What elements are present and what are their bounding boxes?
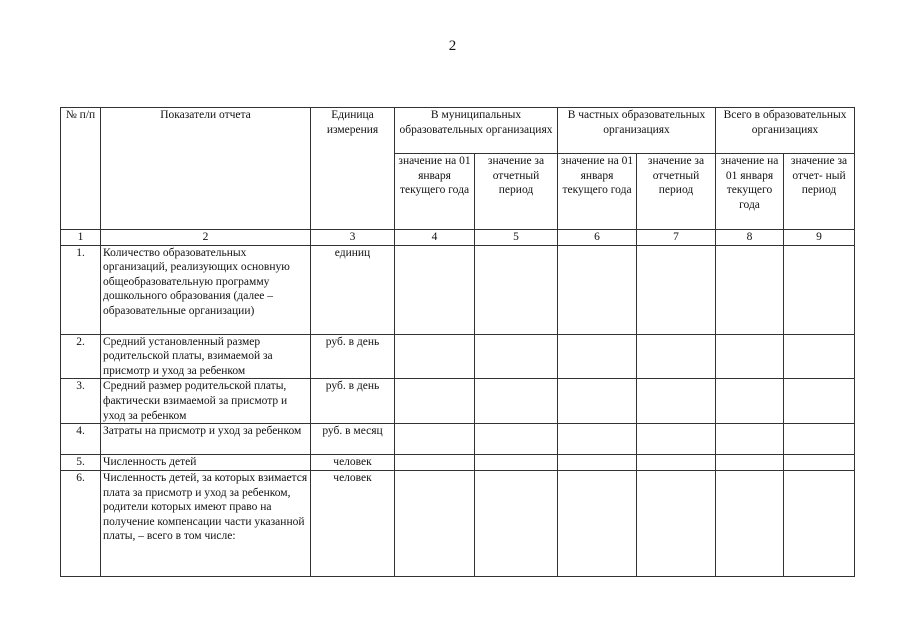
value-cell[interactable] [558, 334, 637, 379]
row-unit: руб. в месяц [311, 424, 395, 455]
value-cell[interactable] [558, 455, 637, 471]
row-unit: единиц [311, 245, 395, 334]
value-cell[interactable] [558, 379, 637, 424]
value-cell[interactable] [784, 379, 855, 424]
value-cell[interactable] [475, 470, 558, 576]
value-cell[interactable] [637, 455, 716, 471]
header-unit: Единица измерения [311, 108, 395, 230]
row-unit: руб. в день [311, 334, 395, 379]
column-number: 5 [475, 230, 558, 246]
row-number: 1. [61, 245, 101, 334]
value-cell[interactable] [637, 424, 716, 455]
row-indicator: Средний размер родительской платы, фактически взимаемой за присмотр и уход за ребенком [101, 379, 311, 424]
row-unit: человек [311, 455, 395, 471]
subheader-priv-jan: значение на 01 января текущего года [558, 154, 637, 230]
row-indicator: Затраты на присмотр и уход за ребенком [101, 424, 311, 455]
value-cell[interactable] [716, 424, 784, 455]
subheader-total-jan: значение на 01 января текущего года [716, 154, 784, 230]
row-number: 4. [61, 424, 101, 455]
page-number: 2 [448, 38, 457, 54]
value-cell[interactable] [475, 455, 558, 471]
column-number: 3 [311, 230, 395, 246]
value-cell[interactable] [784, 334, 855, 379]
column-number: 7 [637, 230, 716, 246]
row-indicator: Численность детей [101, 455, 311, 471]
row-number: 2. [61, 334, 101, 379]
value-cell[interactable] [395, 424, 475, 455]
value-cell[interactable] [716, 245, 784, 334]
header-num: № п/п [61, 108, 101, 230]
row-indicator: Количество образовательных организаций, реализующих основную общеобразовательную программу дошкольного образования (далее – образовательные организации) [101, 245, 311, 334]
value-cell[interactable] [784, 245, 855, 334]
column-number: 9 [784, 230, 855, 246]
value-cell[interactable] [395, 334, 475, 379]
value-cell[interactable] [475, 424, 558, 455]
column-number: 1 [61, 230, 101, 246]
header-row [61, 108, 855, 154]
value-cell[interactable] [716, 470, 784, 576]
subheader-priv-period: значение за отчетный период [637, 154, 716, 230]
value-cell[interactable] [395, 245, 475, 334]
value-cell[interactable] [637, 334, 716, 379]
column-number: 8 [716, 230, 784, 246]
table-row [61, 455, 855, 471]
row-number: 6. [61, 470, 101, 576]
value-cell[interactable] [558, 424, 637, 455]
report-table [60, 107, 855, 577]
value-cell[interactable] [558, 245, 637, 334]
value-cell[interactable] [475, 245, 558, 334]
value-cell[interactable] [716, 455, 784, 471]
header-total: Всего в образовательных организациях [716, 108, 855, 154]
header-private: В частных образовательных организациях [558, 108, 716, 154]
value-cell[interactable] [637, 379, 716, 424]
value-cell[interactable] [784, 455, 855, 471]
table-row [61, 334, 855, 379]
table-row [61, 424, 855, 455]
row-number: 3. [61, 379, 101, 424]
subheader-total-period: значение за отчет- ный период [784, 154, 855, 230]
column-number: 6 [558, 230, 637, 246]
value-cell[interactable] [395, 470, 475, 576]
table-row [61, 379, 855, 424]
header-municipal: В муниципальных образовательных организациях [395, 108, 558, 154]
table-row [61, 245, 855, 334]
value-cell[interactable] [716, 334, 784, 379]
header-indicator: Показатели отчета [101, 108, 311, 230]
table-row [61, 470, 855, 576]
column-number-row [61, 230, 855, 246]
value-cell[interactable] [475, 334, 558, 379]
value-cell[interactable] [784, 424, 855, 455]
row-unit: человек [311, 470, 395, 576]
value-cell[interactable] [637, 245, 716, 334]
row-indicator: Средний установленный размер родительской платы, взимаемой за присмотр и уход за ребенком [101, 334, 311, 379]
value-cell[interactable] [637, 470, 716, 576]
column-number: 2 [101, 230, 311, 246]
value-cell[interactable] [395, 455, 475, 471]
value-cell[interactable] [558, 470, 637, 576]
value-cell[interactable] [395, 379, 475, 424]
subheader-muni-jan: значение на 01 января текущего года [395, 154, 475, 230]
column-number: 4 [395, 230, 475, 246]
value-cell[interactable] [716, 379, 784, 424]
row-unit: руб. в день [311, 379, 395, 424]
subheader-muni-period: значение за отчетный период [475, 154, 558, 230]
row-indicator: Численность детей, за которых взимается плата за присмотр и уход за ребенком, родители которых имеют право на получение компенсации части указанной платы, – всего в том числе: [101, 470, 311, 576]
value-cell[interactable] [475, 379, 558, 424]
row-number: 5. [61, 455, 101, 471]
value-cell[interactable] [784, 470, 855, 576]
